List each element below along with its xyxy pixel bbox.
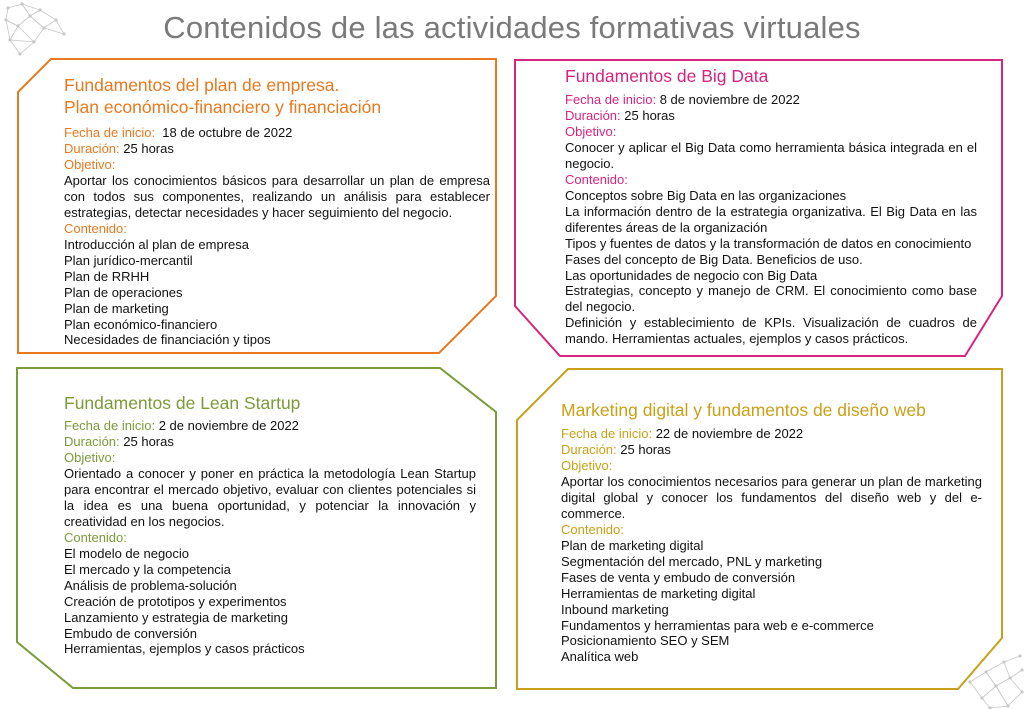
- content-label: Contenido:: [64, 530, 127, 545]
- objective-label: Objetivo:: [561, 458, 613, 473]
- list-item: Herramientas de marketing digital: [561, 585, 756, 601]
- list-item: Fases de venta y embudo de conversión: [561, 569, 796, 585]
- list-item: Plan de operaciones: [64, 284, 183, 300]
- list-item: Tipos y fuentes de datos y la transformación de datos en conocimiento: [565, 235, 972, 251]
- content-list: [64, 237, 490, 348]
- list-item: Plan de marketing: [64, 300, 169, 316]
- content-list: [561, 538, 982, 665]
- content-label: Contenido:: [561, 522, 624, 537]
- course-card-plan-empresa: [64, 74, 490, 348]
- list-item: Fundamentos y herramientas para web e e-commerce: [561, 617, 874, 633]
- list-item: La información dentro de la estrategia organizativa. El Big Data en las diferentes áreas de la organización: [565, 203, 977, 235]
- duration-row: Duración: 25 horas: [64, 141, 174, 156]
- list-item: Creación de prototipos y experimentos: [64, 593, 287, 609]
- start-date-row: Fecha de inicio: 8 de noviembre de 2022: [565, 92, 800, 107]
- list-item: Necesidades de financiación y tipos: [64, 332, 271, 348]
- objective-label: Objetivo:: [64, 450, 116, 465]
- objective-text: Aportar los conocimientos básicos para desarrollar un plan de empresa con todos sus componentes, realizando un análisis para establecer estrategias, detectar necesidades y hacer seguimiento del negocio.: [64, 173, 490, 220]
- list-item: Estrategias, concepto y manejo de CRM. El conocimiento como base del negocio.: [565, 283, 977, 315]
- list-item: Definición y establecimiento de KPIs. Visualización de cuadros de mando. Herramientas actuales, ejemplos y casos prácticos.: [565, 315, 977, 347]
- course-card-marketing-digital: [561, 399, 982, 665]
- duration-row: Duración: 25 horas: [561, 442, 671, 457]
- duration-row: Duración: 25 horas: [64, 434, 174, 449]
- objective-text: Conocer y aplicar el Big Data como herramienta básica integrada en el negocio.: [565, 140, 977, 171]
- list-item: Fases del concepto de Big Data. Beneficios de uso.: [565, 251, 863, 267]
- list-item: Plan jurídico-mercantil: [64, 252, 193, 268]
- start-date-row: Fecha de inicio: 2 de noviembre de 2022: [64, 418, 299, 433]
- objective-text: Orientado a conocer y poner en práctica la metodología Lean Startup para encontrar el mercado objetivo, evaluar con clientes potenciales si la idea es una buena oportunidad, y potenciar la innovación y creatividad en los negocios.: [64, 466, 476, 529]
- list-item: Embudo de conversión: [64, 625, 197, 641]
- list-item: Plan de RRHH: [64, 268, 150, 284]
- list-item: Analítica web: [561, 649, 639, 665]
- list-item: Inbound marketing: [561, 601, 669, 617]
- content-label: Contenido:: [64, 221, 127, 236]
- list-item: Plan de marketing digital: [561, 538, 704, 553]
- page-title: Contenidos de las actividades formativas virtuales: [163, 10, 861, 45]
- list-item: Plan económico-financiero: [64, 316, 218, 332]
- list-item: Las oportunidades de negocio con Big Data: [565, 267, 818, 283]
- list-item: Segmentación del mercado, PNL y marketing: [561, 553, 823, 569]
- list-item: Herramientas, ejemplos y casos prácticos: [64, 641, 305, 657]
- card-title: Fundamentos de Big Data: [565, 66, 769, 86]
- duration-row: Duración: 25 horas: [565, 108, 675, 123]
- list-item: Lanzamiento y estrategia de marketing: [64, 609, 289, 625]
- course-card-lean-startup: [64, 392, 476, 657]
- content-label: Contenido:: [565, 172, 628, 187]
- card-title: Marketing digital y fundamentos de diseño web: [561, 400, 926, 420]
- start-date-row: Fecha de inicio: 22 de noviembre de 2022: [561, 426, 804, 441]
- card-title: Fundamentos del plan de empresa. Plan económico-financiero y financiación: [64, 75, 382, 117]
- list-item: Introducción al plan de empresa: [64, 237, 250, 252]
- objective-label: Objetivo:: [64, 157, 116, 172]
- course-card-big-data: [565, 65, 977, 347]
- list-item: El modelo de negocio: [64, 546, 190, 561]
- list-item: El mercado y la competencia: [64, 561, 231, 577]
- objective-text: Aportar los conocimientos necesarios para generar un plan de marketing digital global y conocer los fundamentos del diseño web y del e-commerce.: [561, 474, 982, 521]
- card-title: Fundamentos de Lean Startup: [64, 393, 301, 413]
- list-item: Análisis de problema-solución: [64, 577, 237, 593]
- content-list: [565, 188, 977, 347]
- list-item: Posicionamiento SEO y SEM: [561, 633, 730, 649]
- objective-label: Objetivo:: [565, 124, 617, 139]
- list-item: Conceptos sobre Big Data en las organizaciones: [565, 188, 847, 203]
- content-list: [64, 546, 476, 657]
- start-date-row: Fecha de inicio: 18 de octubre de 2022: [64, 125, 293, 140]
